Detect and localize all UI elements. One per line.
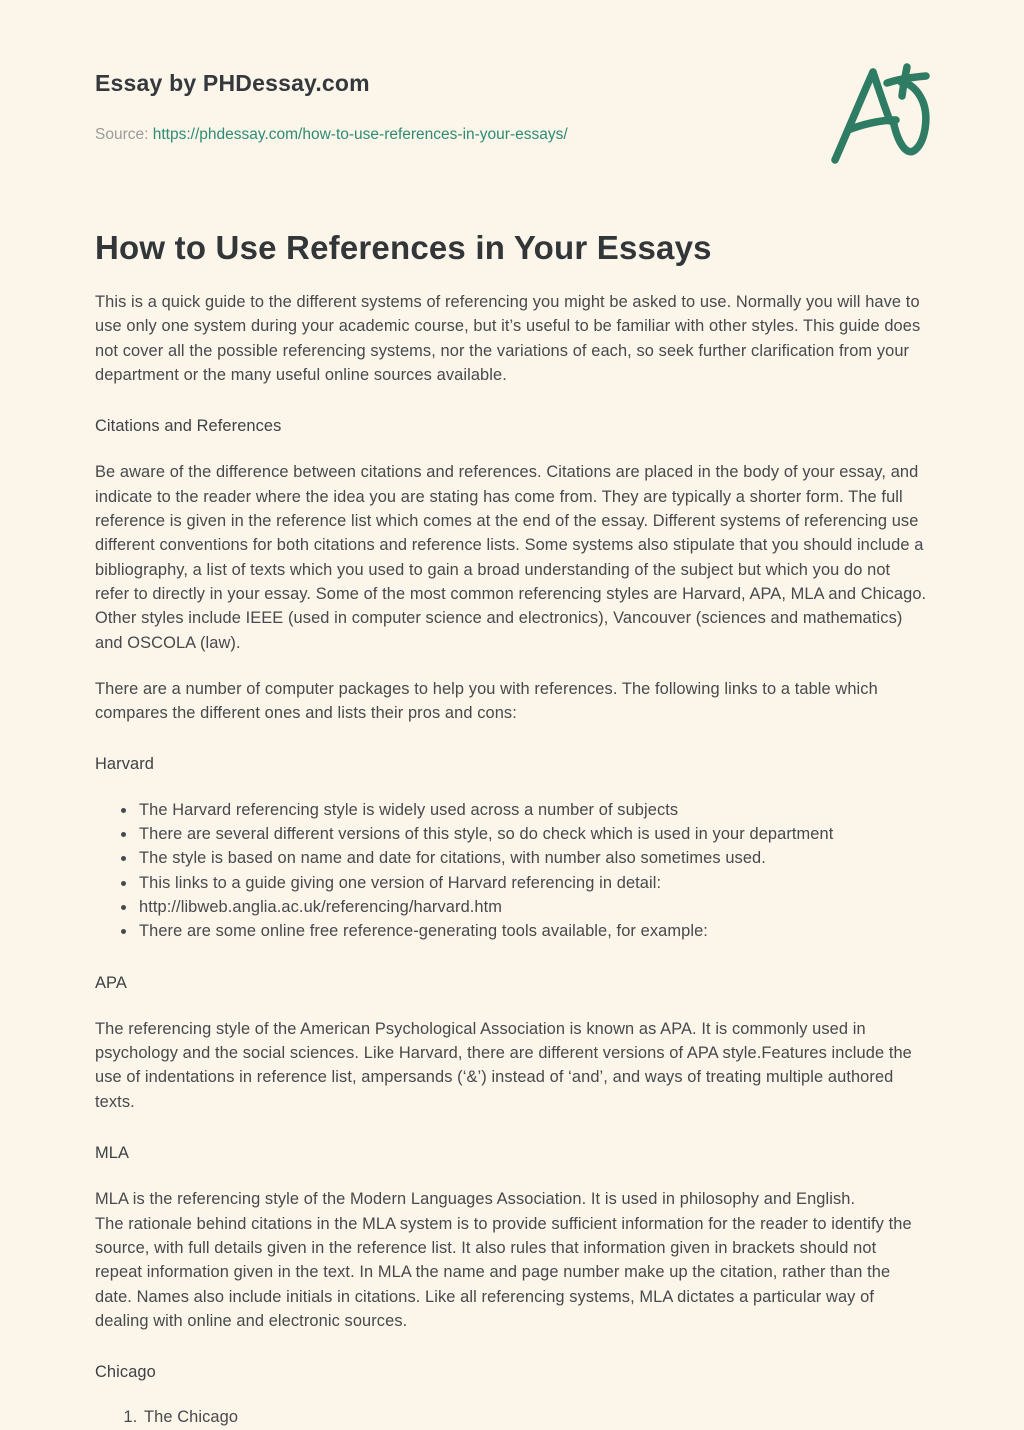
bullet-item: • There are several different versions of this style, so do check which is used in your department [137,822,927,846]
chicago-heading: Chicago [95,1363,156,1382]
mla-paragraph [95,1187,927,1333]
source-label: Source: [95,126,149,143]
bullet-item-url: • http://libweb.anglia.ac.uk/referencing/harvard.htm [137,895,927,919]
essay-content [95,0,927,1430]
apa-paragraph: The referencing style of the American Psychological Association is known as APA. It is commonly used in psychology and the social sciences. Like Harvard, there are different versions of APA style.Features include the use of indentations in reference list, ampersands (‘&’) instead of ‘and’, and ways of treating multiple authored texts. [95,1019,912,1111]
bullet-item: • The style is based on name and date for citations, with number also sometimes used. [137,846,927,870]
mla-line-2: The rationale behind citations in the MLA system is to provide sufficient information for the reader to identify the source, with full details given in the reference list. It also rules that information given in brackets should not repeat information given in the text. In MLA the name and page number make up the citation, rather than the date. Names also include initials in citations. Like all referencing systems, MLA dictates a particular way of dealing with online and electronic sources. [95,1214,912,1330]
source-link[interactable]: https://phdessay.com/how-to-use-references-in-your-essays/ [152,126,568,143]
packages-paragraph: There are a number of computer packages to help you with references. The following links to a table which compares the different ones and lists their pros and cons: [95,679,878,723]
list-item: 1. The Chicago [142,1405,927,1429]
bullet-item: • This links to a guide giving one version of Harvard referencing in detail: [137,871,927,895]
bullet-item: • The Harvard referencing style is widely used across a number of subjects [137,798,927,822]
page-title: How to Use References in Your Essays [95,229,712,266]
bullet-item: • There are some online free reference-generating tools available, for example: [137,919,927,943]
harvard-bullet-list [95,798,927,944]
essay-byline: Essay by PHDessay.com [95,70,370,96]
harvard-heading: Harvard [95,755,154,774]
mla-heading: MLA [95,1144,130,1163]
citations-heading: Citations and References [95,417,282,436]
apa-heading: APA [95,973,127,992]
mla-line-1: MLA is the referencing style of the Modern Languages Association. It is used in philosophy and English. [95,1190,856,1209]
chicago-numbered-list [95,1405,927,1429]
intro-paragraph: This is a quick guide to the different systems of referencing you might be asked to use. Normally you will have to use only one system during your academic course, but it’s useful to be familiar with other styles. This guide does not cover all the possible referencing systems, nor the variations of each, so seek further clarification from your department or the many useful online sources available. [95,293,921,384]
source-line [95,124,927,146]
citations-paragraph: Be aware of the difference between citations and references. Citations are placed in the body of your essay, and indicate to the reader where the idea you are stating has come from. They are typically a shorter form. The full reference is given in the reference list which comes at the end of the essay. Different systems of referencing use different conventions for both citations and reference lists. Some systems also stipulate that you should include a bibliography, a list of texts which you used to gain a broad understanding of the subject but which you do not refer to directly in your essay. Some of the most common referencing styles are Harvard, APA, MLA and Chicago. Other styles include IEEE (used in computer science and electronics), Vancouver (sciences and mathematics) and OSCOLA (law). [95,463,927,652]
